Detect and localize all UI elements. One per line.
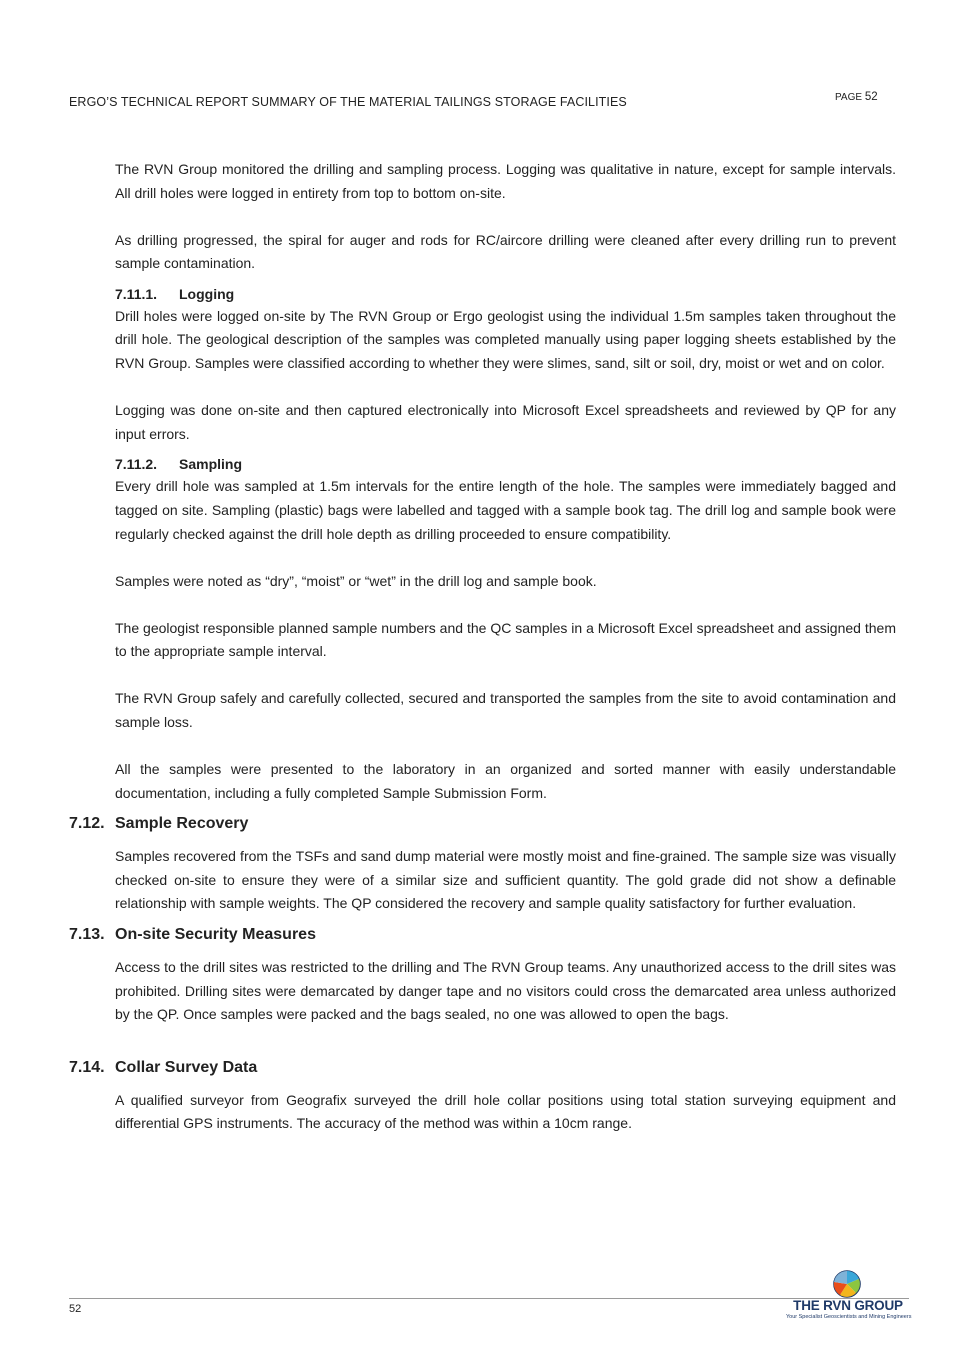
subsection-title: Sampling [179, 456, 243, 473]
logo-tagline: Your Specialist Geoscientists and Mining Engineers [786, 1314, 912, 1320]
security-paragraph: Access to the drill sites was restricted to the drilling and The RVN Group teams. Any unauthorized access to the drill sites was prohibited. Drilling sites were demarcated by danger tape and no visitors could cross the demarcated area unless authorized by the QP. Once samples were packed and the bags sealed, no one was allowed to open the bags. [115, 959, 896, 1023]
section-number: 7.14. [69, 1058, 105, 1076]
section-title: Sample Recovery [115, 815, 249, 833]
sampling-paragraph-1: Every drill hole was sampled at 1.5m intervals for the entire length of the hole. The samples were immediately bagged and tagged on site. Sampling (plastic) bags were labelled and tagged with a sample book tag. The drill log and sample book were regularly checked against the drill hole depth as drilling proceeded to ensure compatibility. [115, 478, 896, 542]
sampling-paragraph-5: All the samples were presented to the laboratory in an organized and sorted manner with easily understandable documentation, including a fully completed Sample Submission Form. [115, 761, 896, 801]
sampling-paragraph-2: Samples were noted as “dry”, “moist” or “wet” in the drill log and sample book. [115, 572, 597, 589]
header-page-label [835, 91, 878, 103]
recovery-paragraph: Samples recovered from the TSFs and sand dump material were mostly moist and fine-grained. The sample size was visually checked on-site to ensure they were of a similar size and sufficient quantity. The gold grade did not show a definable relationship with sample weights. The QP considered the recovery and sample quality satisfactory for further evaluation. [115, 848, 896, 912]
section-title: On-site Security Measures [115, 926, 316, 944]
report-header-title: ERGO’S TECHNICAL REPORT SUMMARY OF THE MATERIAL TAILINGS STORAGE FACILITIES [69, 95, 627, 109]
collar-paragraph: A qualified surveyor from Geografix surveyed the drill hole collar positions using total station surveying equipment and differential GPS instruments. The accuracy of the method was within a 10cm range. [115, 1091, 896, 1132]
section-heading-collar-survey [69, 1057, 896, 1079]
logging-paragraph-2: Logging was done on-site and then captured electronically into Microsoft Excel spreadsheets and reviewed by QP for any input errors. [115, 402, 896, 442]
subsection-number: 7.11.2. [115, 456, 158, 473]
sampling-paragraph-3: The geologist responsible planned sample numbers and the QC samples in a Microsoft Excel spreadsheet and assigned them to the appropriate sample interval. [115, 619, 896, 660]
rvn-group-logo [786, 1268, 910, 1324]
header-page-prefix: PAGE [835, 92, 863, 103]
subsection-heading-sampling [115, 454, 896, 474]
header-page-number: 52 [864, 91, 878, 103]
footer-page-number: 52 [69, 1303, 82, 1315]
rvn-logo-icon [832, 1269, 862, 1299]
section-heading-security-measures [69, 924, 896, 946]
footer-divider [69, 1298, 909, 1299]
section-title: Collar Survey Data [115, 1058, 258, 1076]
section-number: 7.13. [69, 926, 105, 944]
sampling-paragraph-4: The RVN Group safely and carefully collected, secured and transported the samples from the site to avoid contamination and sample loss. [115, 690, 896, 730]
subsection-number: 7.11.1. [115, 285, 158, 302]
intro-paragraph-2: As drilling progressed, the spiral for auger and rods for RC/aircore drilling were cleaned after every drilling run to prevent sample contamination. [115, 231, 896, 272]
logo-company-name: THE RVN GROUP [793, 1298, 903, 1313]
subsection-title: Logging [179, 285, 235, 302]
intro-paragraph-1: The RVN Group monitored the drilling and sampling process. Logging was qualitative in nature, except for sample intervals. All drill holes were logged in entirety from top to bottom on-site. [115, 161, 896, 201]
document-body [69, 158, 896, 1136]
subsection-heading-logging [115, 284, 896, 304]
section-number: 7.12. [69, 815, 105, 833]
section-heading-sample-recovery [69, 813, 896, 835]
logging-paragraph-1: Drill holes were logged on-site by The RVN Group or Ergo geologist using the individual 1.5m samples taken throughout the drill hole. The geological description of the samples was completed manually using paper logging sheets established by the RVN Group. Samples were classified according to whether they were slimes, sand, silt or soil, dry, moist or wet and on color. [115, 307, 896, 372]
